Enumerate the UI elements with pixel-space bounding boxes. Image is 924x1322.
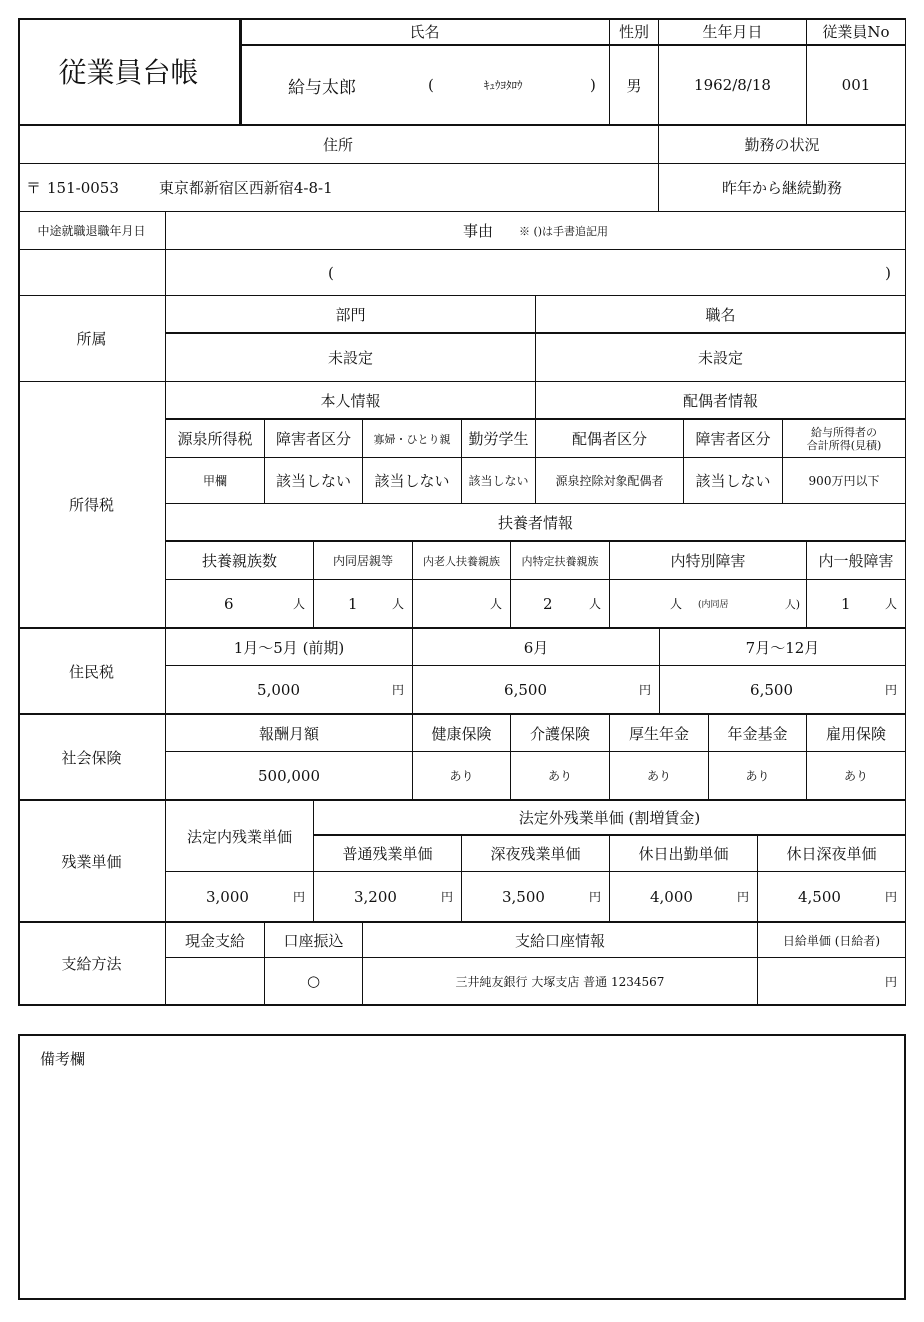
night-overtime-cell xyxy=(462,872,610,922)
night-overtime-unit: 円 xyxy=(588,890,601,904)
account-value: 三井純友銀行 大塚支店 普通 1234567 xyxy=(363,958,758,1006)
income-tax-label: 所得税 xyxy=(18,382,166,628)
legal-overtime-cell xyxy=(166,872,314,922)
holiday-work-cell xyxy=(610,872,758,922)
cash-value xyxy=(166,958,265,1006)
legal-overtime-header: 法定内残業単価 xyxy=(166,800,314,872)
dep-elderly-header: 内老人扶養親族 xyxy=(413,542,511,580)
dep-general-disability-unit: 人 xyxy=(884,597,897,611)
daily-wage-unit: 円 xyxy=(884,974,897,989)
holiday-work-value: 4,000 xyxy=(650,887,693,906)
name-value-cell xyxy=(240,46,610,126)
dept-value: 未設定 xyxy=(166,334,536,382)
dependents-header: 扶養者情報 xyxy=(166,504,906,542)
cohabit-label: (内同居 xyxy=(698,600,729,610)
dep-specific-cell xyxy=(511,580,610,628)
legal-overtime-value: 3,000 xyxy=(206,887,249,906)
birth-value: 1962/8/18 xyxy=(659,46,807,126)
pension-header: 厚生年金 xyxy=(610,714,709,752)
spouse-class-header: 配偶者区分 xyxy=(536,420,684,458)
midterm-label: 中途就職退職年月日 xyxy=(18,212,166,250)
dep-count-value: 6 xyxy=(224,594,234,613)
pension-fund-value: あり xyxy=(709,752,807,800)
birth-header: 生年月日 xyxy=(659,18,807,46)
remarks-label: 備考欄 xyxy=(40,1050,86,1068)
employee-kana: ｷｭｳﾖﾀﾛｳ xyxy=(484,79,523,92)
normal-overtime-unit: 円 xyxy=(440,890,453,904)
affiliation-label: 所属 xyxy=(18,296,166,382)
dep-specific-value: 2 xyxy=(543,594,553,613)
kana-paren-open: ( xyxy=(428,76,434,94)
dep-elderly-unit: 人 xyxy=(489,597,502,611)
total-income-value: 900万円以下 xyxy=(783,458,906,504)
employee-name: 給与太郎 xyxy=(288,77,356,98)
transfer-header: 口座振込 xyxy=(265,922,363,958)
dep-count-unit: 人 xyxy=(292,597,305,611)
cohabit-close: 人) xyxy=(784,597,800,611)
dep-cohabit-header: 内同居親等 xyxy=(314,542,413,580)
withholding-value: 甲欄 xyxy=(166,458,265,504)
health-ins-header: 健康保険 xyxy=(413,714,511,752)
extra-overtime-header: 法定外残業単価 (割増賃金) xyxy=(314,800,906,836)
holiday-night-cell xyxy=(758,872,906,922)
remarks-box[interactable] xyxy=(18,1034,906,1300)
widow-value: 該当しない xyxy=(363,458,462,504)
resident-june-value: 6,500 xyxy=(504,680,547,699)
resident-h2-value: 6,500 xyxy=(750,680,793,699)
address-text: 東京都新宿区西新宿4-8-1 xyxy=(158,179,333,197)
resident-h1-header: 1月～5月 (前期) xyxy=(166,628,413,666)
reason-label: 事由 xyxy=(462,222,493,240)
spouse-info-header: 配偶者情報 xyxy=(536,382,906,420)
reason-paren-open: ( xyxy=(328,263,334,282)
postal-mark: 〒 xyxy=(26,179,42,197)
address-header: 住所 xyxy=(18,126,659,164)
resident-tax-label: 住民税 xyxy=(18,628,166,714)
reason-value-cell xyxy=(166,250,906,296)
withholding-header: 源泉所得税 xyxy=(166,420,265,458)
transfer-value: ○ xyxy=(265,958,363,1006)
dep-general-disability-value: 1 xyxy=(841,594,851,613)
dep-special-disability-cell xyxy=(610,580,807,628)
reason-paren-close: ) xyxy=(885,263,891,282)
care-ins-value: あり xyxy=(511,752,610,800)
resident-h1-value: 5,000 xyxy=(257,680,300,699)
address-value-cell xyxy=(18,164,659,212)
dep-count-header: 扶養親族数 xyxy=(166,542,314,580)
resident-june-cell xyxy=(413,666,660,714)
total-income-header-line1: 給与所得者の xyxy=(811,425,877,439)
monthly-salary-header: 報酬月額 xyxy=(166,714,413,752)
care-ins-header: 介護保険 xyxy=(511,714,610,752)
gender-value: 男 xyxy=(610,46,659,126)
midterm-date-value xyxy=(18,250,166,296)
disability-value: 該当しない xyxy=(265,458,363,504)
dep-cohabit-unit: 人 xyxy=(391,597,404,611)
name-header: 氏名 xyxy=(240,18,610,46)
resident-june-header: 6月 xyxy=(413,628,660,666)
reason-header-cell xyxy=(166,212,906,250)
resident-h1-cell xyxy=(166,666,413,714)
dept-header: 部門 xyxy=(166,296,536,334)
payment-label: 支給方法 xyxy=(18,922,166,1006)
dep-count-cell xyxy=(166,580,314,628)
handwrite-note: ※ ()は手書追記用 xyxy=(518,224,609,238)
daily-wage-header: 日給単価 (日給者) xyxy=(758,922,906,958)
holiday-work-unit: 円 xyxy=(736,890,749,904)
job-title-value: 未設定 xyxy=(536,334,906,382)
dep-special-disability-header: 内特別障害 xyxy=(610,542,807,580)
disability-header: 障害者区分 xyxy=(265,420,363,458)
title-cell-border xyxy=(18,18,242,126)
gender-header: 性別 xyxy=(610,18,659,46)
legal-overtime-unit: 円 xyxy=(292,890,305,904)
total-income-header-line2: 合計所得(見積) xyxy=(806,438,882,452)
self-info-header: 本人情報 xyxy=(166,382,536,420)
social-insurance-label: 社会保険 xyxy=(18,714,166,800)
work-status-header: 勤務の状況 xyxy=(659,126,906,164)
normal-overtime-value: 3,200 xyxy=(354,887,397,906)
holiday-work-header: 休日出勤単価 xyxy=(610,836,758,872)
resident-h2-cell xyxy=(660,666,906,714)
total-income-header xyxy=(783,420,906,458)
dep-special-disability-unit: 人 xyxy=(670,597,683,611)
spouse-disability-value: 該当しない xyxy=(684,458,783,504)
work-status-value: 昨年から継続勤務 xyxy=(659,164,906,212)
employee-register-table xyxy=(18,18,906,1006)
resident-h1-unit: 円 xyxy=(391,683,404,697)
dep-general-disability-header: 内一般障害 xyxy=(807,542,906,580)
health-ins-value: あり xyxy=(413,752,511,800)
widow-header: 寡婦・ひとり親 xyxy=(363,420,462,458)
daily-wage-cell xyxy=(758,958,906,1006)
overtime-label: 残業単価 xyxy=(18,800,166,922)
holiday-night-header: 休日深夜単価 xyxy=(758,836,906,872)
pension-value: あり xyxy=(610,752,709,800)
student-value: 該当しない xyxy=(462,458,536,504)
dep-cohabit-value: 1 xyxy=(348,594,358,613)
holiday-night-unit: 円 xyxy=(884,890,897,904)
normal-overtime-header: 普通残業単価 xyxy=(314,836,462,872)
resident-june-unit: 円 xyxy=(638,683,651,697)
normal-overtime-cell xyxy=(314,872,462,922)
pension-fund-header: 年金基金 xyxy=(709,714,807,752)
postal-code: 151-0053 xyxy=(47,178,119,197)
night-overtime-value: 3,500 xyxy=(502,887,545,906)
empno-value: 001 xyxy=(807,46,906,126)
job-title-header: 職名 xyxy=(536,296,906,334)
monthly-salary-value: 500,000 xyxy=(166,752,413,800)
student-header: 勤労学生 xyxy=(462,420,536,458)
night-overtime-header: 深夜残業単価 xyxy=(462,836,610,872)
dep-general-disability-cell xyxy=(807,580,906,628)
dep-cohabit-cell xyxy=(314,580,413,628)
spouse-disability-header: 障害者区分 xyxy=(684,420,783,458)
account-header: 支給口座情報 xyxy=(363,922,758,958)
spouse-class-value: 源泉控除対象配偶者 xyxy=(536,458,684,504)
resident-h2-header: 7月～12月 xyxy=(660,628,906,666)
dep-specific-unit: 人 xyxy=(588,597,601,611)
kana-paren-close: ) xyxy=(590,76,596,94)
empno-header: 従業員No xyxy=(807,18,906,46)
employment-ins-value: あり xyxy=(807,752,906,800)
dep-specific-header: 内特定扶養親族 xyxy=(511,542,610,580)
holiday-night-value: 4,500 xyxy=(798,887,841,906)
form-title: 従業員台帳 xyxy=(18,18,240,126)
employment-ins-header: 雇用保険 xyxy=(807,714,906,752)
resident-h2-unit: 円 xyxy=(884,683,897,697)
dep-elderly-cell xyxy=(413,580,511,628)
cash-header: 現金支給 xyxy=(166,922,265,958)
